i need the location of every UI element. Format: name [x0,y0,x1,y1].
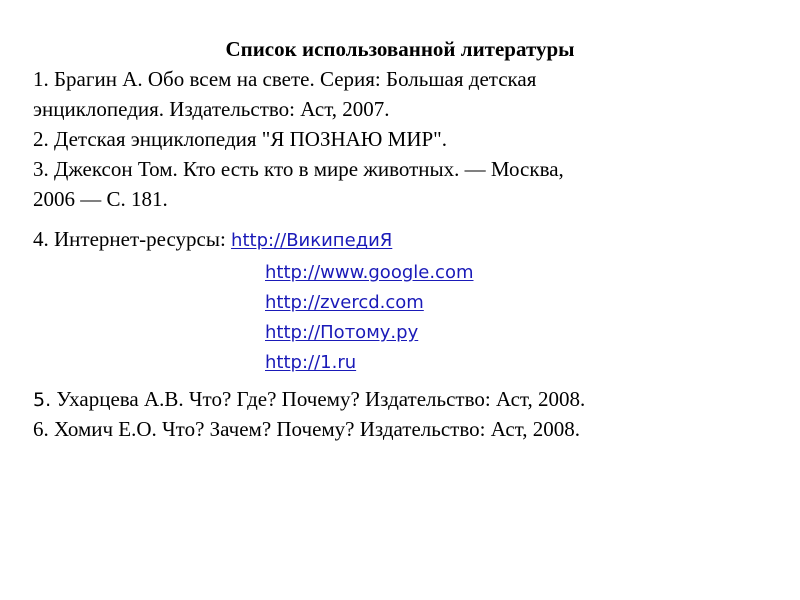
reference-item-2: 2. Детская энциклопедия "Я ПОЗНАЮ МИР". [33,127,447,151]
reference-item-3-line-1: 3. Джексон Том. Кто есть кто в мире животных. — Москва, [33,157,564,181]
reference-item-6: 6. Хомич Е.О. Что? Зачем? Почему? Издательство: Аст, 2008. [33,417,581,441]
link-row-zvercd [265,288,424,319]
item-5-text: Ухарцева А.В. Что? Где? Почему? Издательство: Аст, 2008. [51,387,586,411]
link-potomu[interactable]: http://Потому.ру [265,322,419,343]
reference-item-1-line-1: 1. Брагин А. Обо всем на свете. Серия: Большая детская [33,67,537,91]
link-row-google [265,258,474,289]
link-google[interactable]: http://www.google.com [265,262,474,283]
link-row-1ru [265,348,356,379]
item-5-number: 5. [33,389,52,411]
internet-resources-label: 4. Интернет-ресурсы: [33,227,232,251]
reference-item-1-line-2: энциклопедия. Издательство: Аст, 2007. [33,97,390,121]
reference-item-3-line-2: 2006 — С. 181. [33,187,168,211]
page-title: Список использованной литературы [225,37,575,61]
link-zvercd[interactable]: http://zvercd.com [265,292,424,313]
link-wikipedia[interactable]: http://ВикипедиЯ [231,230,393,251]
reference-item-5 [33,384,585,415]
link-row-potomu [265,318,418,349]
reference-item-4 [33,224,392,256]
link-1ru[interactable]: http://1.ru [265,352,357,373]
